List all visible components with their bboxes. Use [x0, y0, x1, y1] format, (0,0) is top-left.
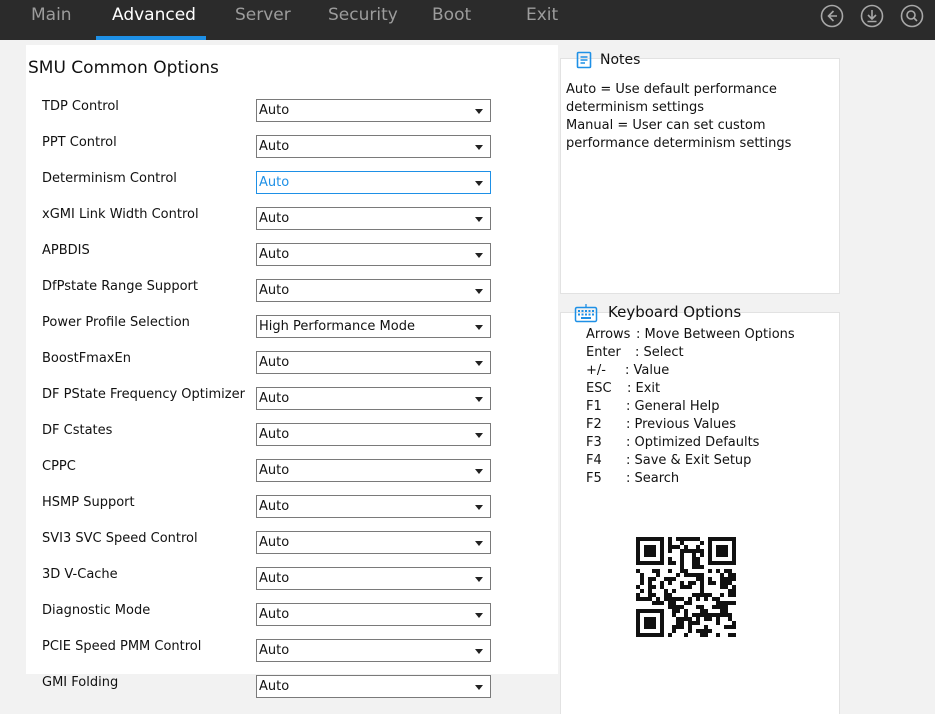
option-label: PPT Control: [42, 135, 117, 150]
option-dropdown[interactable]: [256, 423, 491, 446]
option-value: Auto: [259, 283, 290, 298]
option-dropdown[interactable]: [256, 279, 491, 302]
option-dropdown[interactable]: [256, 495, 491, 518]
option-value: Auto: [259, 247, 290, 262]
tab-exit[interactable]: Exit: [526, 5, 559, 25]
chevron-down-icon: [475, 469, 483, 474]
option-label: Power Profile Selection: [42, 315, 190, 330]
shortcut-key: ESC: [586, 381, 612, 396]
option-value: Auto: [259, 391, 290, 406]
option-label: DF PState Frequency Optimizer: [42, 387, 245, 402]
option-label: SVI3 SVC Speed Control: [42, 531, 198, 546]
shortcut-description: : Previous Values: [626, 417, 737, 432]
shortcut-description: : Move Between Options: [636, 327, 795, 342]
chevron-down-icon: [475, 433, 483, 438]
option-value: High Performance Mode: [259, 319, 415, 334]
qr-code: [626, 527, 746, 647]
option-value: Auto: [259, 139, 290, 154]
shortcut-key: F3: [586, 435, 602, 450]
chevron-down-icon: [475, 361, 483, 366]
tab-boot[interactable]: Boot: [432, 5, 472, 25]
option-dropdown[interactable]: [256, 639, 491, 662]
notes-title: Notes: [600, 52, 641, 68]
chevron-down-icon: [475, 577, 483, 582]
notes-line: Auto = Use default performance: [566, 82, 777, 97]
notes-line: performance determinism settings: [566, 136, 792, 151]
option-dropdown[interactable]: [256, 315, 491, 338]
option-value: Auto: [259, 355, 290, 370]
tab-main[interactable]: Main: [31, 5, 72, 25]
option-dropdown[interactable]: [256, 531, 491, 554]
chevron-down-icon: [475, 217, 483, 222]
chevron-down-icon: [475, 541, 483, 546]
option-value: Auto: [259, 175, 290, 190]
option-dropdown[interactable]: [256, 603, 491, 626]
option-value: Auto: [259, 427, 290, 442]
option-value: Auto: [259, 499, 290, 514]
chevron-down-icon: [475, 289, 483, 294]
option-label: GMI Folding: [42, 675, 119, 690]
option-label: TDP Control: [42, 99, 119, 114]
tab-server[interactable]: Server: [235, 5, 291, 25]
option-dropdown[interactable]: [256, 567, 491, 590]
download-icon[interactable]: [860, 4, 884, 28]
back-icon[interactable]: [820, 4, 844, 28]
option-label: Determinism Control: [42, 171, 177, 186]
top-nav-bar: [0, 0, 935, 40]
chevron-down-icon: [475, 505, 483, 510]
option-label: 3D V-Cache: [42, 567, 118, 582]
option-label: DfPstate Range Support: [42, 279, 198, 294]
shortcut-description: : Save & Exit Setup: [626, 453, 752, 468]
notes-line: determinism settings: [566, 100, 704, 115]
chevron-down-icon: [475, 685, 483, 690]
option-value: Auto: [259, 571, 290, 586]
option-dropdown[interactable]: [256, 135, 491, 158]
option-value: Auto: [259, 679, 290, 694]
shortcut-description: : General Help: [626, 399, 720, 414]
option-label: HSMP Support: [42, 495, 135, 510]
notes-icon: [575, 51, 593, 69]
option-dropdown[interactable]: [256, 351, 491, 374]
option-label: DF Cstates: [42, 423, 113, 438]
shortcut-key: +/-: [586, 363, 606, 378]
shortcut-description: : Select: [635, 345, 684, 360]
shortcut-key: F1: [586, 399, 602, 414]
chevron-down-icon: [475, 145, 483, 150]
option-dropdown[interactable]: [256, 387, 491, 410]
shortcut-description: : Exit: [627, 381, 661, 396]
option-label: xGMI Link Width Control: [42, 207, 199, 222]
option-dropdown[interactable]: [256, 675, 491, 698]
option-value: Auto: [259, 535, 290, 550]
shortcut-key: F5: [586, 471, 602, 486]
option-value: Auto: [259, 643, 290, 658]
chevron-down-icon: [475, 613, 483, 618]
option-label: CPPC: [42, 459, 76, 474]
section-title: SMU Common Options: [28, 58, 219, 78]
option-label: BoostFmaxEn: [42, 351, 131, 366]
chevron-down-icon: [475, 649, 483, 654]
notes-line: Manual = User can set custom: [566, 118, 766, 133]
shortcut-key: Enter: [586, 345, 621, 360]
keyboard-options-title: Keyboard Options: [608, 303, 742, 321]
chevron-down-icon: [475, 325, 483, 330]
option-label: Diagnostic Mode: [42, 603, 151, 618]
keyboard-icon: [574, 303, 598, 323]
shortcut-description: : Search: [626, 471, 680, 486]
option-label: APBDIS: [42, 243, 90, 258]
shortcut-description: : Optimized Defaults: [626, 435, 760, 450]
chevron-down-icon: [475, 397, 483, 402]
option-value: Auto: [259, 103, 290, 118]
option-value: Auto: [259, 463, 290, 478]
tab-security[interactable]: Security: [328, 5, 398, 25]
chevron-down-icon: [475, 181, 483, 186]
option-dropdown[interactable]: [256, 243, 491, 266]
chevron-down-icon: [475, 253, 483, 258]
option-value: Auto: [259, 607, 290, 622]
shortcut-description: : Value: [625, 363, 670, 378]
shortcut-key: Arrows: [586, 327, 631, 342]
option-label: PCIE Speed PMM Control: [42, 639, 202, 654]
option-dropdown[interactable]: [256, 99, 491, 122]
chevron-down-icon: [475, 109, 483, 114]
option-value: Auto: [259, 211, 290, 226]
shortcut-key: F4: [586, 453, 602, 468]
option-dropdown[interactable]: [256, 171, 491, 194]
tab-advanced[interactable]: Advanced: [112, 5, 196, 25]
option-dropdown[interactable]: [256, 459, 491, 482]
shortcut-key: F2: [586, 417, 602, 432]
search-icon[interactable]: [900, 4, 924, 28]
option-dropdown[interactable]: [256, 207, 491, 230]
